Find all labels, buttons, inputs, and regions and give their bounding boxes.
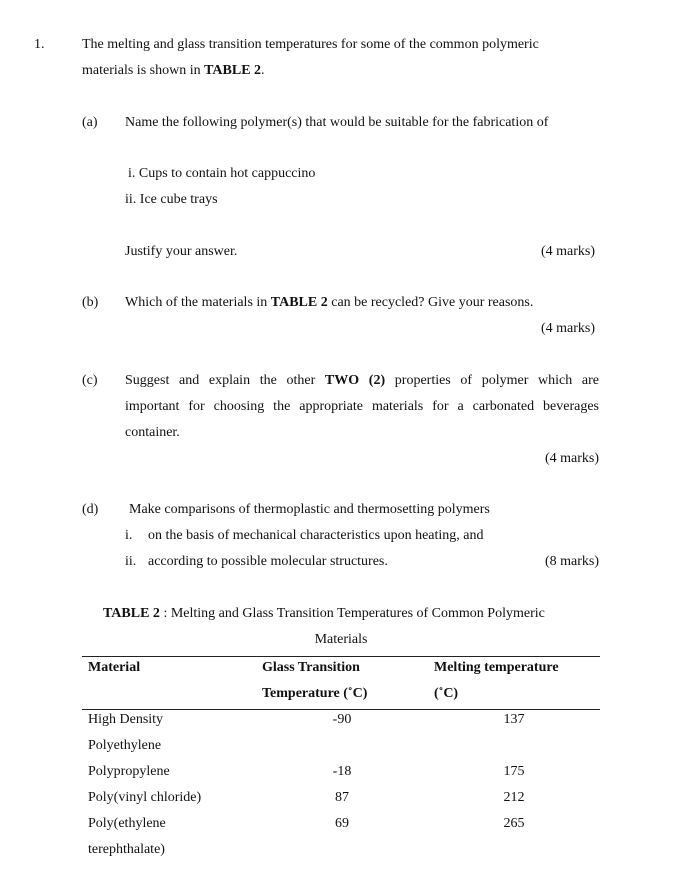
part-c-label: (c)	[82, 373, 98, 388]
table-row-2-melting: 175	[503, 764, 525, 779]
table-header-glass-line1: Glass Transition	[262, 660, 360, 675]
part-d-item-1-number: i.	[125, 528, 133, 543]
part-b-marks: (4 marks)	[540, 321, 595, 336]
table-row-4-material-line2: terephthalate)	[88, 842, 165, 857]
part-d-marks: (8 marks)	[544, 554, 599, 569]
part-c-line1-pre: Suggest and explain the other	[125, 373, 325, 388]
table-row-1-melting: 137	[503, 712, 525, 727]
table-row-1-material-line2: Polyethylene	[88, 738, 162, 753]
table-row-1-material-line1: High Density	[88, 712, 164, 727]
table-caption-line2: Materials	[314, 632, 368, 647]
part-d-item-2-number: ii.	[125, 554, 137, 569]
part-d-label: (d)	[82, 502, 99, 517]
part-b-text-post: can be recycled? Give your reasons.	[327, 295, 534, 310]
intro-text: materials is shown in	[82, 63, 205, 78]
part-b-table-reference: TABLE 2	[270, 295, 328, 310]
table-row-4-glass: 69	[335, 816, 349, 831]
table-header-material: Material	[88, 660, 141, 675]
intro-period: .	[261, 63, 265, 78]
part-c-line3: container.	[125, 425, 180, 440]
table-caption-line1	[103, 605, 545, 623]
part-a-justify: Justify your answer.	[125, 244, 238, 259]
question-number: 1.	[34, 37, 45, 52]
table-row-2-material: Polypropylene	[88, 764, 170, 779]
table-row-1-glass: -90	[332, 712, 352, 727]
table-row-3-glass: 87	[335, 790, 349, 805]
table-header-melting-line2: (˚C)	[434, 686, 459, 701]
part-c-emphasis: TWO (2)	[324, 373, 386, 388]
part-b-label: (b)	[82, 295, 99, 310]
part-b-text-pre: Which of the materials in	[125, 295, 271, 310]
table-top-rule	[82, 656, 600, 657]
part-a-item-1: i. Cups to contain hot cappuccino	[128, 166, 316, 181]
part-d-text: Make comparisons of thermoplastic and thermosetting polymers	[129, 502, 490, 517]
table-header-glass-line2: Temperature (˚C)	[262, 686, 368, 701]
table-header-melting-line1: Melting temperature	[434, 660, 559, 675]
part-c-marks: (4 marks)	[544, 451, 599, 466]
question-intro-line2	[82, 62, 265, 80]
table-row-4-melting: 265	[503, 816, 525, 831]
part-a-label: (a)	[82, 115, 98, 130]
question-intro-line1: The melting and glass transition temperatures for some of the common polymeric	[82, 37, 539, 52]
part-c-line1	[125, 372, 599, 390]
part-a-text: Name the following polymer(s) that would be suitable for the fabrication of	[125, 115, 549, 130]
table-row-2-glass: -18	[332, 764, 352, 779]
part-c-line2: important for choosing the appropriate materials for a carbonated beverages	[125, 399, 599, 414]
table-caption-label: TABLE 2	[103, 606, 160, 621]
part-d-item-2: according to possible molecular structures.	[148, 554, 388, 569]
table-header-rule	[82, 709, 600, 710]
part-b-text	[125, 294, 533, 312]
part-a-marks: (4 marks)	[540, 244, 595, 259]
table-reference: TABLE 2	[204, 63, 262, 78]
table-caption-text: : Melting and Glass Transition Temperatures of Common Polymeric	[159, 606, 545, 621]
table-row-3-material: Poly(vinyl chloride)	[88, 790, 202, 805]
table-row-4-material-line1: Poly(ethylene	[88, 816, 166, 831]
part-d-item-1: on the basis of mechanical characteristics upon heating, and	[148, 528, 484, 543]
table-row-3-melting: 212	[503, 790, 525, 805]
part-c-line1-post: properties of polymer which are	[385, 373, 599, 388]
part-a-item-2: ii. Ice cube trays	[125, 192, 218, 207]
